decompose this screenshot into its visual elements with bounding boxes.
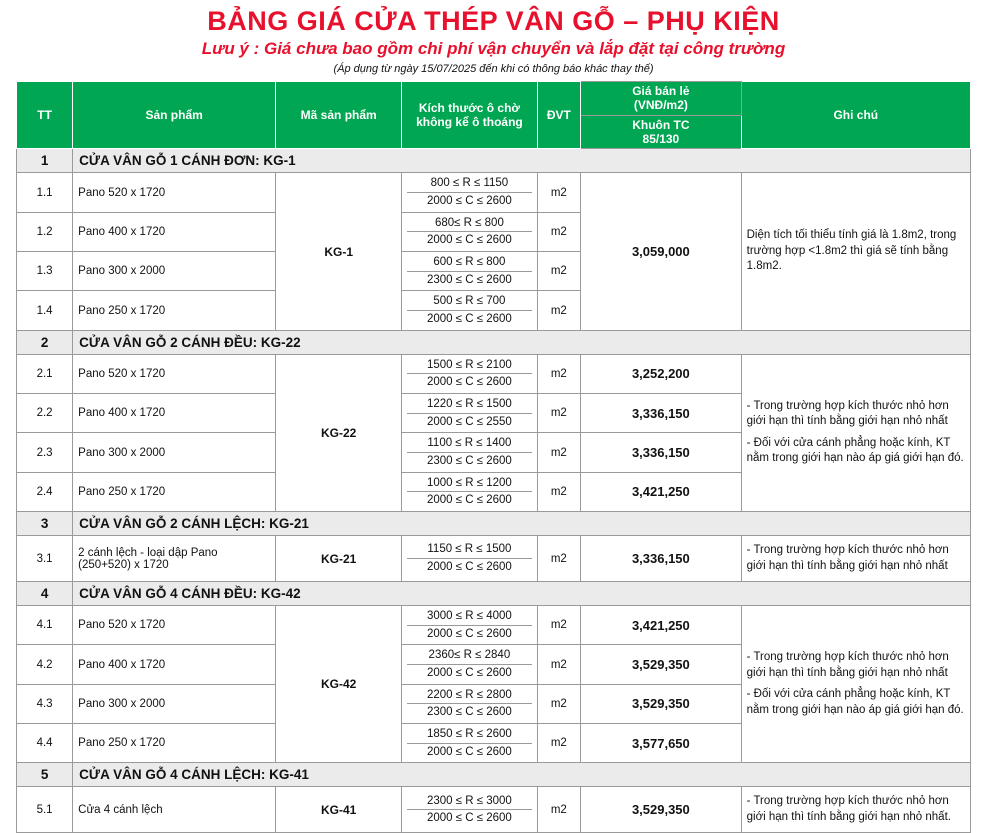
row-price: 3,336,150 — [581, 433, 742, 472]
col-tt: TT — [17, 81, 73, 149]
table-row — [17, 536, 971, 582]
row-index: 2.1 — [17, 354, 73, 393]
row-unit: m2 — [537, 472, 581, 511]
group-row — [17, 149, 971, 173]
row-size — [402, 645, 537, 684]
row-size-height: 2300 ≤ C ≤ 2600 — [426, 273, 512, 286]
col-price-line2: (VNĐ/m2) — [633, 98, 688, 113]
row-size-width: 2300 ≤ R ≤ 3000 — [407, 793, 531, 811]
row-size-width: 2200 ≤ R ≤ 2800 — [407, 687, 531, 705]
row-product: Pano 250 x 1720 — [73, 291, 276, 330]
row-index: 4.2 — [17, 645, 73, 684]
row-size — [402, 536, 537, 582]
row-size — [402, 606, 537, 645]
group-number: 5 — [17, 763, 73, 787]
row-index: 1.1 — [17, 173, 73, 212]
row-code: KG-42 — [276, 606, 402, 763]
price-table — [16, 81, 971, 833]
row-unit: m2 — [537, 684, 581, 723]
row-index: 1.4 — [17, 291, 73, 330]
row-code: KG-21 — [276, 536, 402, 582]
row-size-width: 1150 ≤ R ≤ 1500 — [407, 541, 531, 559]
effective-date-note: (Áp dụng từ ngày 15/07/2025 đến khi có thông báo khác thay thế) — [333, 62, 654, 75]
row-product: Pano 250 x 1720 — [73, 472, 276, 511]
table-head — [17, 81, 971, 149]
row-price: 3,529,350 — [581, 787, 742, 833]
row-unit: m2 — [537, 645, 581, 684]
page-subtitle: Lưu ý : Giá chưa bao gồm chi phí vận chuyển và lắp đặt tại công trường — [201, 39, 786, 59]
row-price: 3,529,350 — [581, 684, 742, 723]
row-unit: m2 — [537, 724, 581, 763]
row-size — [402, 787, 537, 833]
row-note-part2: - Đối với cửa cánh phẳng hoặc kính, KT nằm trong giới hạn nào áp giá giới hạn đó. — [746, 436, 964, 465]
row-index: 1.3 — [17, 252, 73, 291]
row-note: Diện tích tối thiểu tính giá là 1.8m2, trong trường hợp <1.8m2 thì giá sẽ tính bằng 1.8m2. — [741, 173, 970, 330]
col-price-line1: Giá bán lẻ — [632, 83, 690, 98]
row-size-height: 2000 ≤ C ≤ 2600 — [426, 313, 512, 326]
table-row — [17, 787, 971, 833]
col-size-line1: Kích thước ô chờ — [418, 100, 520, 115]
row-price: 3,577,650 — [581, 724, 742, 763]
row-product: 2 cánh lệch - loại dập Pano (250+520) x 1720 — [73, 536, 276, 582]
row-unit: m2 — [537, 433, 581, 472]
row-price: 3,421,250 — [581, 606, 742, 645]
row-price: 3,059,000 — [581, 173, 742, 330]
row-index: 4.4 — [17, 724, 73, 763]
col-size-line2: không kể ô thoáng — [416, 115, 523, 130]
col-unit: ĐVT — [537, 81, 581, 149]
row-note — [741, 354, 970, 511]
group-row — [17, 330, 971, 354]
row-size — [402, 291, 537, 330]
row-size-width: 1000 ≤ R ≤ 1200 — [407, 475, 531, 493]
row-code: KG-41 — [276, 787, 402, 833]
row-size-height: 2300 ≤ C ≤ 2600 — [426, 706, 512, 719]
col-price-header — [581, 81, 742, 115]
row-size-width: 2360≤ R ≤ 2840 — [407, 647, 531, 665]
row-size — [402, 173, 537, 212]
row-size-width: 600 ≤ R ≤ 800 — [407, 254, 531, 272]
row-size — [402, 252, 537, 291]
row-note-part1: - Trong trường hợp kích thước nhỏ hơn giới hạn thì tính bằng giới hạn nhỏ nhất — [746, 651, 949, 679]
table-body — [17, 149, 971, 833]
row-size-width: 500 ≤ R ≤ 700 — [407, 293, 531, 311]
group-row — [17, 763, 971, 787]
row-size — [402, 433, 537, 472]
row-size-height: 2000 ≤ C ≤ 2600 — [426, 234, 512, 247]
row-product: Pano 400 x 1720 — [73, 645, 276, 684]
col-price-line3: Khuôn TC — [632, 117, 690, 132]
row-price: 3,336,150 — [581, 394, 742, 433]
group-row — [17, 512, 971, 536]
row-price: 3,421,250 — [581, 472, 742, 511]
row-price: 3,529,350 — [581, 645, 742, 684]
row-size-width: 680≤ R ≤ 800 — [407, 215, 531, 233]
row-product: Pano 300 x 2000 — [73, 433, 276, 472]
row-index: 2.2 — [17, 394, 73, 433]
title-block — [16, 0, 971, 75]
col-size — [402, 81, 537, 149]
row-size-height: 2000 ≤ C ≤ 2600 — [426, 561, 512, 574]
row-unit: m2 — [537, 606, 581, 645]
row-size-width: 1220 ≤ R ≤ 1500 — [407, 396, 531, 414]
row-unit: m2 — [537, 252, 581, 291]
row-size — [402, 394, 537, 433]
row-note-part2: - Đối với cửa cánh phẳng hoặc kính, KT nằm trong giới hạn nào áp giá giới hạn đó. — [746, 688, 964, 716]
row-note: - Trong trường hợp kích thước nhỏ hơn giới hạn thì tính bằng giới hạn nhỏ nhất — [741, 536, 970, 582]
row-code: KG-22 — [276, 354, 402, 511]
row-size-height: 2000 ≤ C ≤ 2600 — [426, 195, 512, 208]
col-code: Mã sản phẩm — [276, 81, 402, 149]
row-code: KG-1 — [276, 173, 402, 330]
row-product: Pano 300 x 2000 — [73, 252, 276, 291]
row-price: 3,252,200 — [581, 354, 742, 393]
row-unit: m2 — [537, 536, 581, 582]
row-unit: m2 — [537, 212, 581, 251]
group-number: 2 — [17, 330, 73, 354]
col-note: Ghi chú — [741, 81, 970, 149]
row-size-width: 1500 ≤ R ≤ 2100 — [407, 357, 531, 375]
table-row — [17, 354, 971, 393]
row-size-height: 2000 ≤ C ≤ 2600 — [426, 627, 512, 640]
row-size-height: 2000 ≤ C ≤ 2600 — [426, 745, 512, 758]
row-size-height: 2000 ≤ C ≤ 2600 — [426, 812, 512, 825]
table-row — [17, 173, 971, 212]
row-index: 5.1 — [17, 787, 73, 833]
col-price-line4: 85/130 — [642, 131, 680, 146]
group-title: CỬA VÂN GỖ 2 CÁNH ĐỀU: KG-22 — [73, 330, 971, 354]
row-unit: m2 — [537, 291, 581, 330]
group-number: 1 — [17, 149, 73, 173]
row-size-height: 2300 ≤ C ≤ 2600 — [426, 455, 512, 468]
row-index: 4.3 — [17, 684, 73, 723]
row-unit: m2 — [537, 354, 581, 393]
row-index: 3.1 — [17, 536, 73, 582]
row-unit: m2 — [537, 394, 581, 433]
row-note: - Trong trường hợp kích thước nhỏ hơn giới hạn thì tính bằng giới hạn nhỏ nhất. — [741, 787, 970, 833]
row-index: 4.1 — [17, 606, 73, 645]
group-number: 4 — [17, 582, 73, 606]
group-title: CỬA VÂN GỖ 1 CÁNH ĐƠN: KG-1 — [73, 149, 971, 173]
row-product: Pano 400 x 1720 — [73, 394, 276, 433]
group-title: CỬA VÂN GỖ 4 CÁNH LỆCH: KG-41 — [73, 763, 971, 787]
col-price-subheader — [581, 115, 742, 149]
row-size-height: 2000 ≤ C ≤ 2600 — [426, 667, 512, 680]
row-product: Pano 520 x 1720 — [73, 606, 276, 645]
page-title: BẢNG GIÁ CỬA THÉP VÂN GỖ – PHỤ KIỆN — [207, 6, 780, 36]
row-size — [402, 724, 537, 763]
table-row — [17, 606, 971, 645]
row-size-height: 2000 ≤ C ≤ 2550 — [426, 415, 512, 428]
row-size — [402, 212, 537, 251]
group-number: 3 — [17, 512, 73, 536]
row-size-width: 800 ≤ R ≤ 1150 — [407, 175, 531, 193]
row-size-height: 2000 ≤ C ≤ 2600 — [426, 494, 512, 507]
row-product: Pano 400 x 1720 — [73, 212, 276, 251]
row-unit: m2 — [537, 787, 581, 833]
group-row — [17, 582, 971, 606]
row-size-width: 3000 ≤ R ≤ 4000 — [407, 608, 531, 626]
row-note — [741, 606, 970, 763]
row-size — [402, 354, 537, 393]
row-index: 2.3 — [17, 433, 73, 472]
row-price: 3,336,150 — [581, 536, 742, 582]
group-title: CỬA VÂN GỖ 2 CÁNH LỆCH: KG-21 — [73, 512, 971, 536]
row-product: Cửa 4 cánh lệch — [73, 787, 276, 833]
row-product: Pano 520 x 1720 — [73, 173, 276, 212]
row-size-width: 1100 ≤ R ≤ 1400 — [407, 435, 531, 453]
group-title: CỬA VÂN GỖ 4 CÁNH ĐỀU: KG-42 — [73, 582, 971, 606]
col-product: Sản phẩm — [73, 81, 276, 149]
row-index: 1.2 — [17, 212, 73, 251]
row-size — [402, 684, 537, 723]
row-size-width: 1850 ≤ R ≤ 2600 — [407, 726, 531, 744]
row-size-height: 2000 ≤ C ≤ 2600 — [426, 376, 512, 389]
row-product: Pano 300 x 2000 — [73, 684, 276, 723]
row-size — [402, 472, 537, 511]
row-note-part1: - Trong trường hợp kích thước nhỏ hơn giới hạn thì tính bằng giới hạn nhỏ nhất — [746, 399, 949, 428]
row-unit: m2 — [537, 173, 581, 212]
row-product: Pano 520 x 1720 — [73, 354, 276, 393]
row-index: 2.4 — [17, 472, 73, 511]
row-product: Pano 250 x 1720 — [73, 724, 276, 763]
